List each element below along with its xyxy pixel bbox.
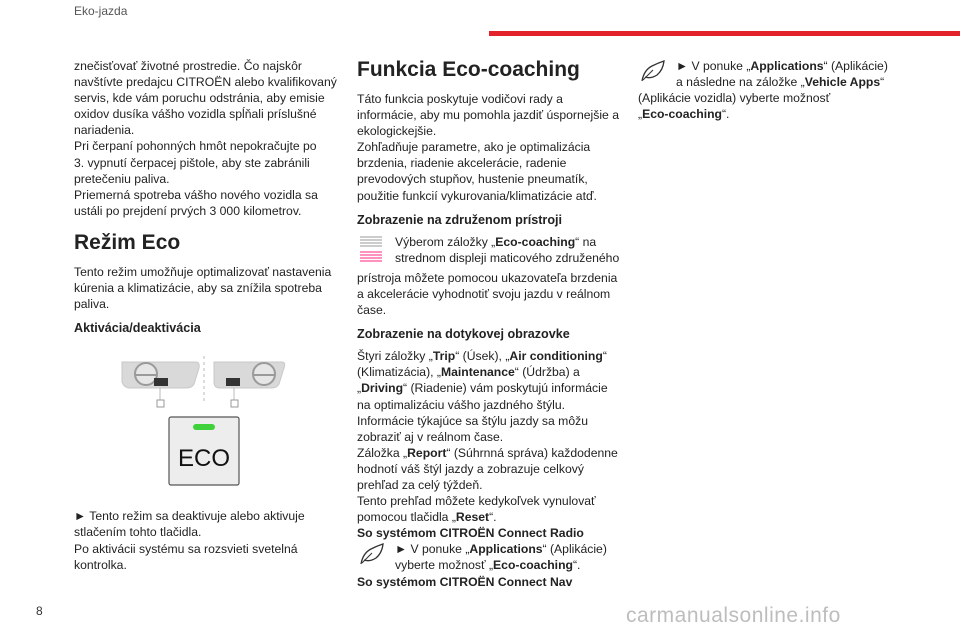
column-1 (74, 58, 354, 573)
connect-nav-step: ► V ponuke „Applications“ (Aplikácie) a následne na záložke „Vehicle Apps“ (638, 58, 928, 90)
watermark: carmanualsonline.info (626, 604, 841, 627)
touchscreen-text: Štyri záložky „Trip“ (Úsek), „Air conditioning“ (Klimatizácia), „Maintenance“ (Údržba) a „Driving“ (Riadenie) vám poskytujú informácie na optimalizáciu vášho jazdného štýlu. Informácie týkajúce sa štýlu jazdy sa môžu zobraziť aj v reálnom čase. Záložka „Report“ (Súhrnná správa) každodenne hodnotí váš štýl jazdy a zobrazuje celkový prehľad za celý týždeň. Tento prehľad môžete kedykoľvek vynulovať pomocou tlačidla „Reset“. (357, 349, 618, 525)
cluster-text: prístroja môžete pomocou ukazovateľa brzdenia a akcelerácie vyhodnotiť svoju jazdu v reálnom čase. (357, 270, 618, 318)
eco-leaf-icon (638, 58, 676, 90)
column-3 (638, 58, 928, 122)
instrument-panel-icon (357, 234, 395, 268)
eco-coaching-intro: Táto funkcia poskytuje vodičovi rady a informácie, aby mu pomohla jazdiť úspornejšie a ekologickejšie. Zohľadňuje parametre, ako je optimalizácia brzdenia, riadenie akcelerácie, radenie prevodových stupňov, hustenie pneumatík, použitie funkcií vykurovania/klimatizácie atď. (357, 92, 619, 203)
connect-nav-heading: So systémom CITROËN Connect Nav (357, 574, 573, 589)
activation-text: ► Tento režim sa deaktivuje alebo aktivuje stlačením tohto tlačidla. Po aktivácii systému sa rozsvieti svetelná kontrolka. (74, 509, 305, 572)
connect-nav-text: (Aplikácie vozidla) vyberte možnosť „Eco-coaching“. (638, 91, 831, 122)
eco-leaf-icon (357, 541, 395, 573)
page-number: 8 (36, 604, 43, 618)
eco-mode-text: Tento režim umožňuje optimalizovať nastavenia kúrenia a klimatizácie, aby sa znížila spotreba paliva. (74, 264, 332, 312)
connect-radio-step: ► V ponuke „Applications“ (Aplikácie) vyberte možnosť „Eco-coaching“. (357, 541, 632, 573)
column-2 (357, 58, 632, 590)
eco-coaching-heading: Funkcia Eco-coaching (357, 58, 580, 81)
touchscreen-heading: Zobrazenie na dotykovej obrazovke (357, 327, 570, 342)
activation-heading: Aktivácia/deaktivácia (74, 321, 201, 336)
header-section-title: Eko-jazda (74, 4, 128, 18)
connect-radio-heading: So systémom CITROËN Connect Radio (357, 526, 584, 541)
intro-paragraph: znečisťovať životné prostredie. Čo najskôr navštívte predajcu CITROËN alebo kvalifikovaný servis, kde vám poruchu odstránia, aby emisie oxidov dusíka vášho vozidla spĺňali príslušné nariadenia. Pri čerpaní pohonných hmôt nepokračujte po 3. vypnutí čerpacej pištole, aby ste zabránili pretečeniu paliva. Priemerná spotreba vášho nového vozidla sa ustáli po prejdení prvých 3 000 kilometrov. (74, 59, 337, 218)
cluster-heading: Zobrazenie na združenom prístroji (357, 212, 563, 227)
eco-mode-heading: Režim Eco (74, 230, 181, 254)
dashboard-diagram (74, 350, 354, 500)
cluster-instruction: Výberom záložky „Eco-coaching“ na strednom displeji maticového združeného (357, 234, 632, 268)
header-accent-bar (489, 31, 960, 36)
eco-button-illustration (74, 350, 354, 500)
eco-button-label: ECO (177, 445, 231, 473)
eco-indicator-light (193, 424, 215, 430)
